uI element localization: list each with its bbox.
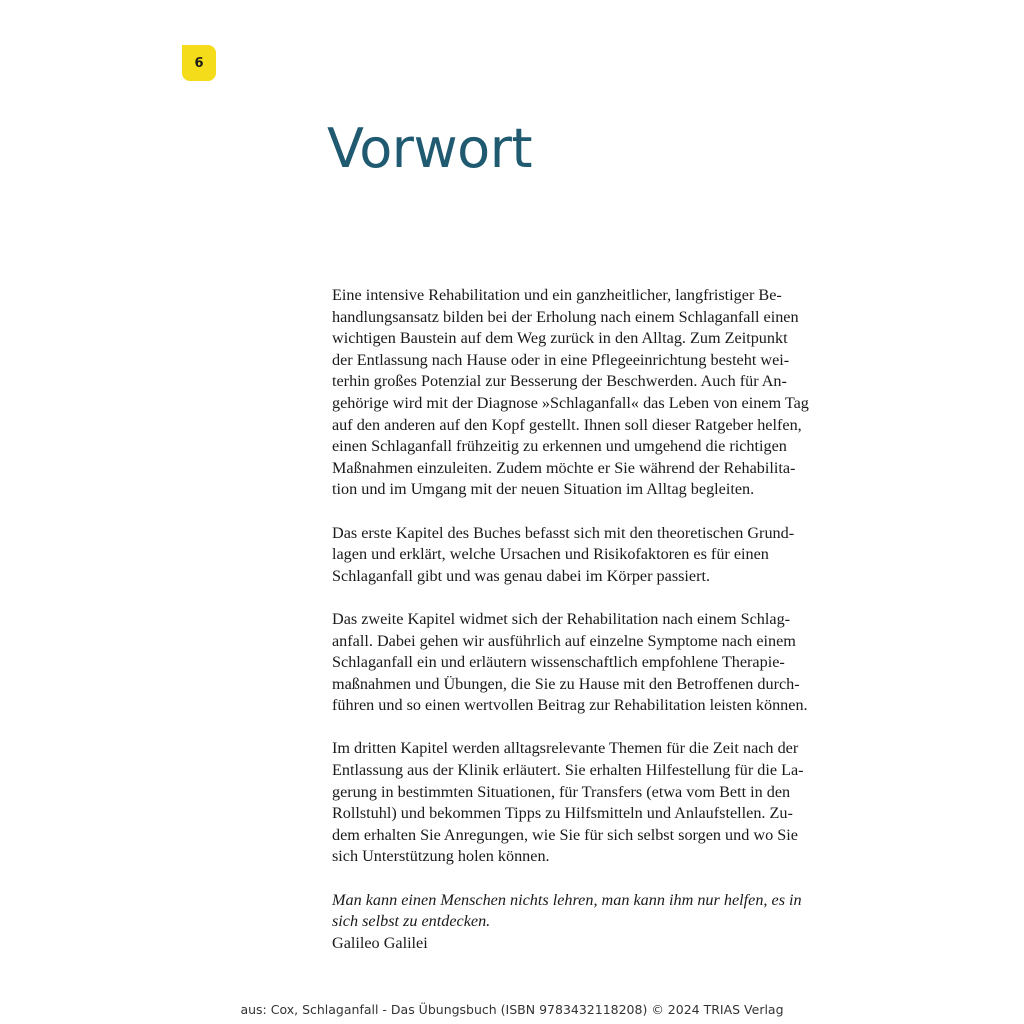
- page-number-badge: [182, 45, 216, 81]
- footer-source: aus: Cox, Schlaganfall - Das Übungsbuch (ISBN 9783432118208) © 2024 TRIAS Verlag: [240, 1002, 784, 1017]
- paragraph-chapter-3: Im dritten Kapitel werden alltagsrelevante Themen für die Zeit nach der Entlassung aus der Klinik erläutert. Sie erhalten Hilfestellung für die La- gerung in bestimmten Situationen, für Transfers (etwa vom Bett in den Rollstuhl) und bekommen Tipps zu Hilfsmitteln und Anlaufstellen. Zu- dem erhalten Sie Anregungen, wie Sie für sich selbst sorgen und wo Sie sich Unterstützung holen können.: [332, 739, 804, 866]
- page-number: 6: [194, 55, 204, 71]
- paragraph-intro: Eine intensive Rehabilitation und ein ganzheitlicher, langfristiger Be- handlungsansatz bilden bei der Erholung nach einem Schlaganfall einen wichtigen Baustein auf dem Weg zurück in den Alltag. Zum Zeitpunkt der Entlassung nach Hause oder in eine Pflegeeinrichtung besteht wei- terhin großes Potenzial zur Besserung der Beschwerden. Auch für An- gehörige wird mit der Diagnose »Schlaganfall« das Leben von einem Tag auf den anderen auf den Kopf gestellt. Ihnen soll dieser Ratgeber helfen, einen Schlaganfall frühzeitig zu erkennen und umgehend die richtigen Maßnahmen einzuleiten. Zudem möchte er Sie während der Rehabilita- tion und im Umgang mit der neuen Situation im Alltag begleiten.: [332, 286, 809, 499]
- quote-text: Man kann einen Menschen nichts lehren, man kann ihm nur helfen, es in sich selbst zu entdecken.: [332, 890, 802, 931]
- page-title: Vorwort: [327, 117, 533, 180]
- paragraph-chapter-2: Das zweite Kapitel widmet sich der Rehabilitation nach einem Schlag- anfall. Dabei gehen wir ausführlich auf einzelne Symptome nach einem Schlaganfall ein und erläutern wissenschaftlich empfohlene Therapie- maßnahmen und Übungen, die Sie zu Hause mit den Betroffenen durch- führen und so einen wertvollen Beitrag zur Rehabilitation leisten können.: [332, 609, 808, 715]
- body-text: [332, 285, 820, 954]
- paragraph-chapter-1: Das erste Kapitel des Buches befasst sich mit den theoretischen Grund- lagen und erklärt, welche Ursachen und Risikofaktoren es für einen Schlaganfall gibt und was genau dabei im Körper passiert.: [332, 523, 795, 585]
- quote-author: Galileo Galilei: [332, 933, 428, 952]
